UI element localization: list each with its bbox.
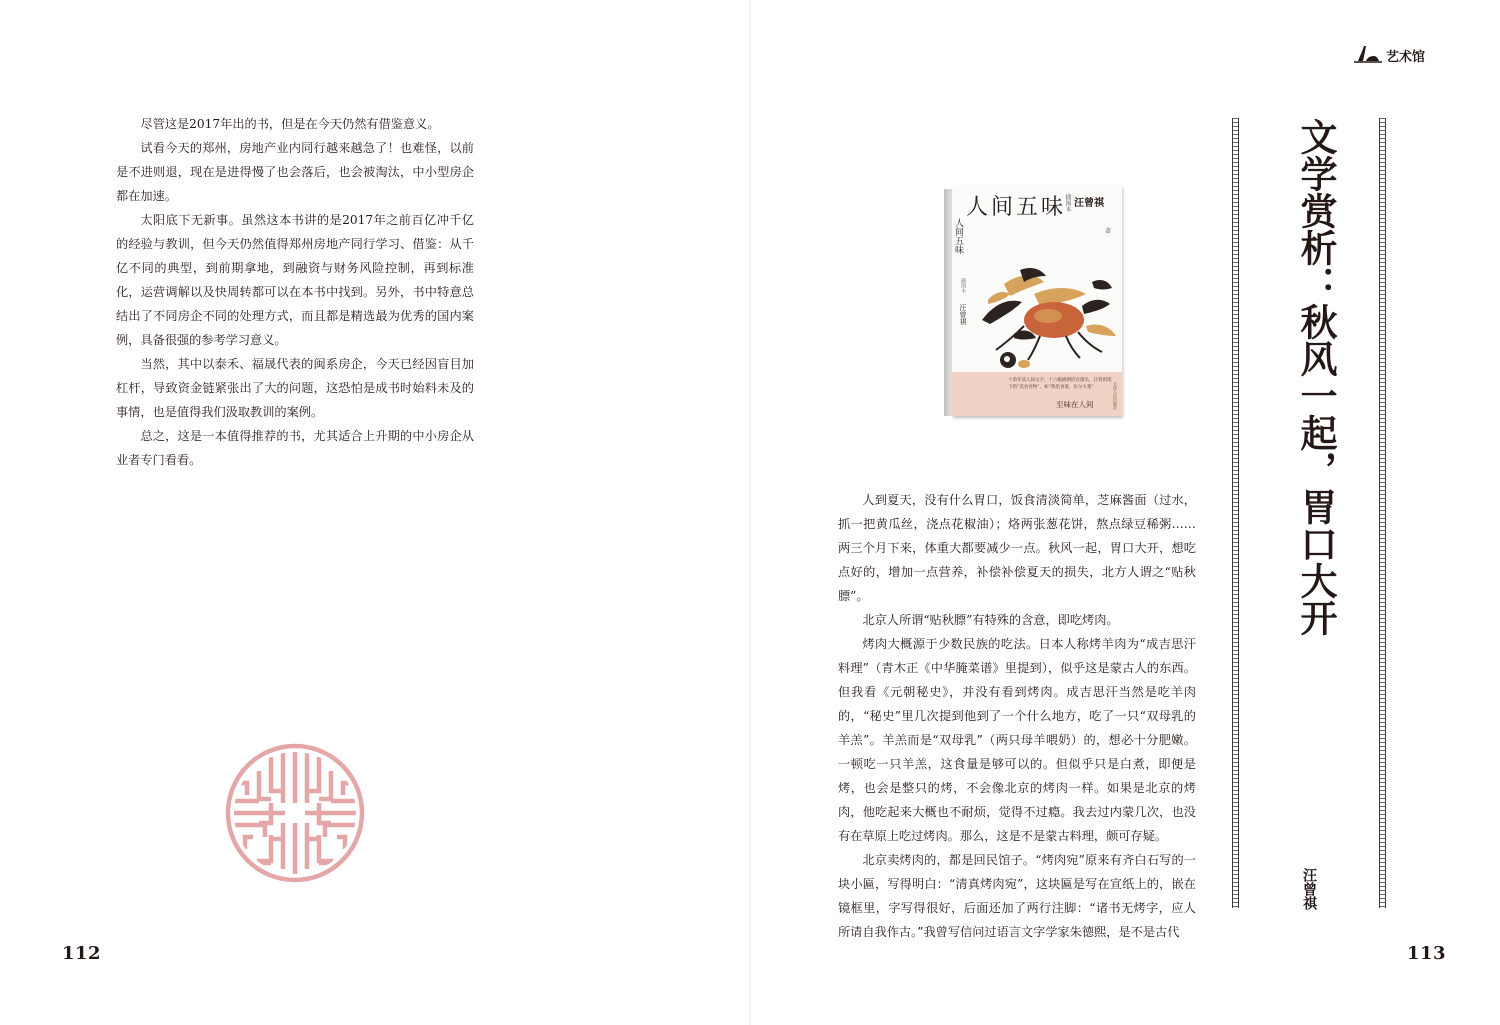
- paragraph: 试看今天的郑州，房地产业内同行越来越急了！也难怪，以前是不进则退，现在是进得慢了也会落后，也会被淘汰，中小型房企都在加速。: [116, 141, 474, 203]
- paragraph: 太阳底下无新事。虽然这本书讲的是2017年之前百亿冲千亿的经验与教训，但今天仍然值得郑州房地产同行学习、借鉴：从千亿不同的典型，到前期拿地，到融资与财务风险控制，再到标准化，运营调解以及快周转都可以在本书中找到。另外，书中特意总结出了不同房企不同的处理方式，而且都是精选最为优秀的国内案例，具备很强的参考学习意义。: [116, 213, 474, 347]
- cover-publisher: 天津人民出版社: [1113, 382, 1118, 410]
- paragraph: 烤肉大概源于少数民族的吃法。日本人称烤羊肉为“成吉思汗料理”（青木正《中华腌菜谱》里提到），似乎这是蒙古人的东西。但我看《元朝秘史》，并没有看到烤肉。成吉思汗当然是吃羊肉的，“秘史”里几次提到他到了一个什么地方，吃了一只“双母乳的羊羔”。羊羔而是“双母乳”（两只母羊喂奶）的，想必十分肥嫩。一顿吃一只羊羔，这食量是够可以的。但似乎只是白煮，即便是烤，也会是整只的烤，不会像北京的烤肉一样。如果是北京的烤肉，他吃起来大概也不耐烦，觉得不过瘾。我去过内蒙几次，也没有在草原上吃过烤肉。那么，这是不是蒙古料理，颇可存疑。: [838, 637, 1196, 843]
- cover-series: 插图本: [1064, 194, 1071, 212]
- page-number: 113: [1407, 943, 1447, 964]
- paragraph: 当然，其中以泰禾、福晟代表的闽系房企，今天已经因盲目加杠杆，导致资金链紧张出了大的问题，这恐怕是成书时始料未及的事情，也是值得我们汲取教训的案例。: [116, 357, 474, 419]
- right-page-body: [838, 488, 1196, 944]
- running-head: [1352, 40, 1442, 68]
- cover-tagline: 至味在人间: [1056, 400, 1094, 409]
- cover-blurb: 十余年读人间文字，十六幅插图挂在墙头，汪曾祺笔下的“美食食物”。如“鲁迅食谱，伍尔夫菜”: [1008, 378, 1112, 390]
- pen-nib-icon: [1352, 42, 1384, 64]
- running-head-label: 艺术馆: [1386, 50, 1426, 65]
- book-cover-image: [944, 186, 1122, 416]
- cover-vertical-title: 人间五味: [953, 218, 963, 254]
- book-front: [952, 186, 1122, 416]
- article-author: 汪曾祺: [1301, 868, 1317, 910]
- crab-painting-icon: [974, 264, 1122, 374]
- decorative-seal-icon: [225, 743, 365, 883]
- cover-vertical-author: 汪曾祺: [959, 304, 967, 325]
- page-number: 112: [62, 943, 102, 964]
- paragraph: 尽管这是2017年出的书，但是在今天仍然有借鉴意义。: [140, 117, 440, 131]
- left-page-body: [116, 112, 474, 472]
- paragraph: 总之，这是一本值得推荐的书，尤其适合上升期的中小房企从业者专门看看。: [116, 429, 474, 467]
- cover-author: 汪曾祺: [1074, 198, 1104, 209]
- paragraph: 北京卖烤肉的，都是回民馆子。“烤肉宛”原来有齐白石写的一块小匾，写得明白：“清真烤肉宛”，这块匾是写在宣纸上的，嵌在镜框里，字写得很好，后面还加了两行注脚：“诸书无烤字，应人所请自我作古。”我曾写信问过语言文字学家朱德熙，是不是古代: [838, 853, 1196, 939]
- page-gutter: [749, 0, 751, 1025]
- book-spine: [944, 189, 952, 416]
- article-title: 文学赏析：秋风一起，胃口大开: [1294, 118, 1338, 636]
- cover-vertical-series: 插图本: [960, 278, 966, 293]
- cover-band: [952, 372, 1122, 416]
- cover-author-suffix: 著: [1105, 228, 1112, 235]
- paragraph: 北京人所谓“贴秋膘”有特殊的含意，即吃烤肉。: [862, 613, 1119, 627]
- title-border-left: [1232, 118, 1239, 908]
- paragraph: 人到夏天，没有什么胃口，饭食清淡简单，芝麻酱面（过水，抓一把黄瓜丝，浇点花椒油）；烙两张葱花饼，熬点绿豆稀粥……两三个月下来，体重大都要减少一点。秋风一起，胃口大开，想吃点好的，增加一点营养，补偿补偿夏天的损失，北方人谓之“贴秋膘”。: [838, 493, 1196, 603]
- cover-title: 人间五味: [966, 195, 1067, 220]
- crab-painting-strokes: [982, 268, 1116, 368]
- title-border-right: [1379, 118, 1386, 908]
